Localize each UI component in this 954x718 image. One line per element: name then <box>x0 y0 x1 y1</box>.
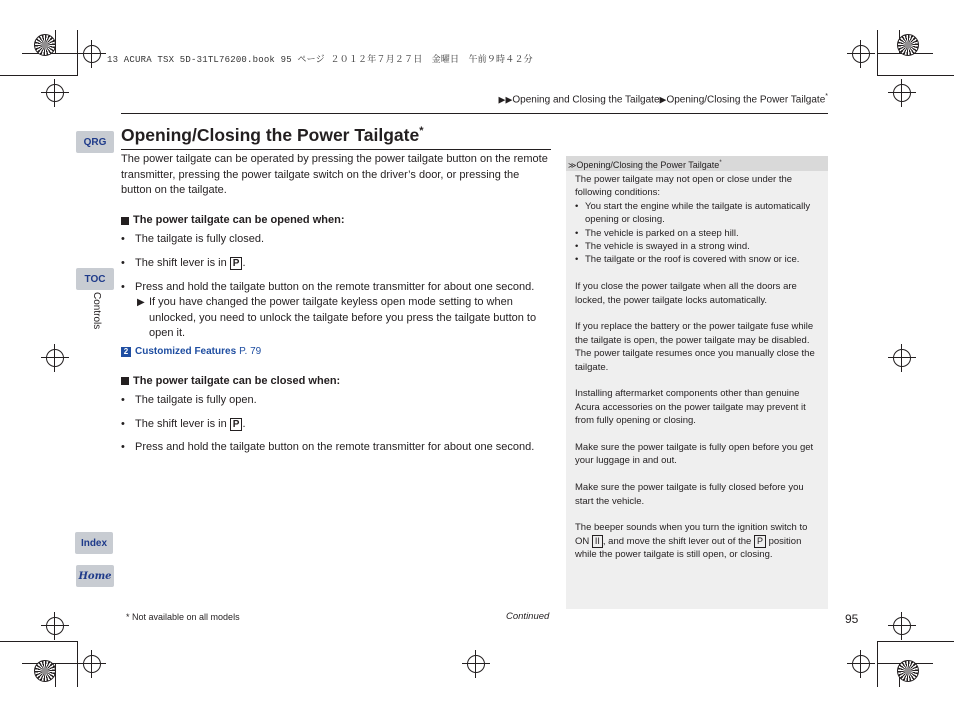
panel-paragraph: Make sure the power tailgate is fully closed before you start the vehicle. <box>575 482 804 507</box>
panel-list-item: • The tailgate or the roof is covered with snow or ice. <box>575 253 821 266</box>
customized-features-link[interactable] <box>121 344 551 360</box>
continued-label: Continued <box>506 611 550 622</box>
registration-mark <box>83 655 101 673</box>
registration-mark <box>46 617 64 635</box>
notes-panel-title <box>566 156 828 171</box>
breadcrumb-current: Opening/Closing the Power Tailgate <box>666 94 826 106</box>
note-text: If you have changed the power tailgate keyless open mode setting to when unlocked, you need to unlock the tailgate before you press the tailgate button to open it. <box>149 296 537 340</box>
qrg-button[interactable]: QRG <box>76 131 114 153</box>
list-item <box>121 256 551 272</box>
registration-mark <box>467 655 485 673</box>
close-heading-text: The power tailgate can be closed when: <box>133 374 341 387</box>
open-heading-text: The power tailgate can be opened when: <box>133 213 345 226</box>
print-target-mark <box>897 34 919 56</box>
print-target-mark <box>34 660 56 682</box>
panel-paragraph: If you replace the battery or the power tailgate fuse while the tailgate is open, the power tailgate may be disabled. The power tailgate resumes once you manually close the tailgate. <box>575 321 815 373</box>
registration-mark <box>46 349 64 367</box>
index-button[interactable]: Index <box>75 532 113 554</box>
crop-mark <box>0 75 78 76</box>
breadcrumb <box>499 93 828 105</box>
list-item-text-end: . <box>242 417 246 430</box>
registration-mark <box>46 84 64 102</box>
registration-mark <box>893 349 911 367</box>
title-rule <box>121 149 551 150</box>
breadcrumb-link-tailgate[interactable]: Opening and Closing the Tailgate <box>512 94 660 106</box>
registration-mark <box>83 45 101 63</box>
shift-position-p-icon: P <box>230 257 243 270</box>
link-text[interactable]: Customized Features <box>135 345 237 357</box>
registration-mark <box>893 617 911 635</box>
list-item: • Press and hold the tailgate button on the remote transmitter for about one second. <box>121 280 551 296</box>
registration-mark <box>852 45 870 63</box>
intro-paragraph: The power tailgate can be operated by pressing the power tailgate button on the remote transmitter, pressing the power tailgate switch on the driver’s door, or pressing the button on the tailgate. <box>121 153 548 197</box>
panel-paragraph: Installing aftermarket components other than genuine Acura accessories on the power tailgate may prevent it from fully opening or closing. <box>575 388 806 427</box>
panel-paragraph <box>575 521 821 561</box>
registration-mark <box>893 84 911 102</box>
print-target-mark <box>34 34 56 56</box>
panel-title-text: Opening/Closing the Power Tailgate <box>576 160 720 170</box>
ignition-on-ii-icon: II <box>592 535 603 548</box>
print-header: 13 ACURA TSX 5D-31TL76200.book 95 ページ ２０１２年７月２７日 金曜日 午前９時４２分 <box>107 55 533 65</box>
page-title <box>121 125 423 146</box>
panel-title-icon: ≫ <box>568 161 577 170</box>
footnote: * Not available on all models <box>126 612 240 622</box>
cross-reference-icon: 2 <box>121 347 131 357</box>
print-target-mark <box>897 660 919 682</box>
header-rule <box>121 113 828 114</box>
heading-square-icon <box>121 217 129 225</box>
link-page[interactable]: P. 79 <box>239 345 262 357</box>
shift-position-p-icon: P <box>230 418 243 431</box>
breadcrumb-arrows: ▶▶ <box>498 94 513 105</box>
crop-mark <box>77 641 78 687</box>
list-item <box>121 417 551 433</box>
panel-title-star: * <box>719 160 722 166</box>
close-heading <box>121 374 551 390</box>
list-item-text: The shift lever is in <box>135 417 227 430</box>
list-item: • The tailgate is fully open. <box>121 393 551 409</box>
shift-position-p-icon: P <box>754 535 766 548</box>
section-label-controls: Controls <box>91 292 102 330</box>
page-title-text: Opening/Closing the Power Tailgate <box>121 125 420 145</box>
toc-button[interactable]: TOC <box>76 268 114 290</box>
panel-text: position while the power tailgate is still open, or closing. <box>575 535 802 561</box>
list-item: • Press and hold the tailgate button on the remote transmitter for about one second. <box>121 440 551 456</box>
panel-text: The beeper sounds when you turn the ignition switch to ON <box>575 522 808 547</box>
heading-square-icon <box>121 377 129 385</box>
panel-paragraph: The power tailgate may not open or close under the following conditions: <box>575 174 793 199</box>
crop-mark <box>0 641 78 642</box>
panel-paragraph: Make sure the power tailgate is fully open before you get your luggage in and out. <box>575 442 814 467</box>
crop-mark <box>877 641 954 642</box>
list-item-text: The shift lever is in <box>135 256 227 269</box>
list-item-text-end: . <box>242 256 246 269</box>
registration-mark <box>852 655 870 673</box>
breadcrumb-star: * <box>825 93 828 100</box>
panel-list-item: • The vehicle is swayed in a strong wind. <box>575 240 821 253</box>
main-content <box>121 152 551 456</box>
panel-paragraph: If you close the power tailgate when all the doors are locked, the power tailgate locks automatically. <box>575 281 797 306</box>
note <box>121 295 551 342</box>
note-arrow-icon: ▶ <box>137 297 145 309</box>
panel-list-item: • You start the engine while the tailgate is automatically opening or closing. <box>575 200 821 227</box>
home-button[interactable]: Home <box>76 565 114 587</box>
page-number: 95 <box>845 612 859 626</box>
crop-mark <box>877 641 878 687</box>
open-heading <box>121 213 551 229</box>
notes-panel-body <box>575 173 821 562</box>
crop-mark <box>877 75 954 76</box>
breadcrumb-separator: ▶ <box>659 94 667 105</box>
page-title-star: * <box>419 125 424 138</box>
panel-list-item: • The vehicle is parked on a steep hill. <box>575 227 821 240</box>
list-item: • The tailgate is fully closed. <box>121 232 551 248</box>
panel-text: , and move the shift lever out of the <box>602 535 752 547</box>
